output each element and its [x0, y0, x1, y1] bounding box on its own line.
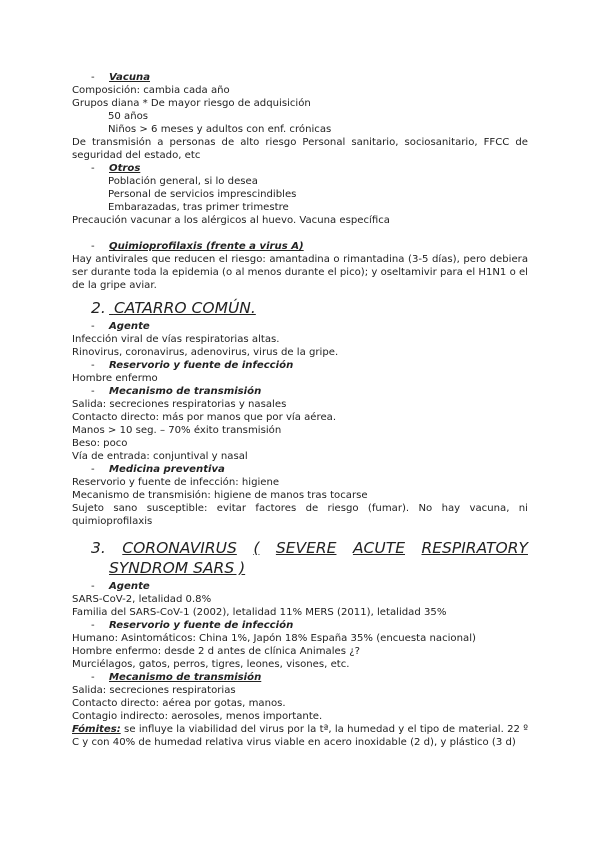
fomites-label: Fómites: — [72, 724, 121, 735]
corona-agente-heading-row: - Agente — [91, 581, 150, 592]
corona-mecanismo-line: Contacto directo: aérea por gotas, manos. — [72, 698, 286, 709]
corona-fomites-paragraph: Fómites: se influye la viabilidad del virus por la tª, la humedad y el tipo de material. 22 º C y con 40% de humedad relativa virus viable en acero inoxidable (2 d), y plástico (3 d) — [72, 724, 528, 748]
corona-reservorio-line: Murciélagos, gatos, perros, tigres, leones, visones, etc. — [72, 659, 350, 670]
precaucion-text: Precaución vacunar a los alérgicos al huevo. Vacuna específica — [72, 215, 390, 226]
grupos-text: Grupos diana * De mayor riesgo de adquisición — [72, 98, 311, 109]
catarro-medicina-line: Mecanismo de transmisión: higiene de manos tras tocarse — [72, 490, 368, 501]
catarro-sujeto-text: Sujeto sano susceptible: evitar factores de riesgo (fumar). No hay vacuna, ni quimioprofilaxis — [72, 503, 528, 527]
catarro-agente-line: Rinovirus, coronavirus, adenovirus, virus de la gripe. — [72, 347, 339, 358]
vacuna-heading: Vacuna — [109, 72, 151, 83]
corona-reservorio-line: Humano: Asintomáticos: China 1%, Japón 18% España 35% (encuesta nacional) — [72, 633, 476, 644]
otros-heading: Otros — [109, 163, 141, 174]
catarro-medicina-line: Reservorio y fuente de infección: higiene — [72, 477, 280, 488]
catarro-agente-heading-row: - Agente — [91, 321, 150, 332]
catarro-mecanismo-line: Vía de entrada: conjuntival y nasal — [72, 451, 248, 462]
catarro-medicina-heading-row: - Medicina preventiva — [91, 464, 225, 475]
catarro-mecanismo-heading-row: - Mecanismo de transmisión — [91, 386, 262, 397]
vacuna-heading-row: - Vacuna — [91, 72, 151, 83]
quimio-text: Hay antivirales que reducen el riesgo: amantadina o rimantadina (3-5 días), pero debiera ser durante toda la epidemia (o al menos durante el pico); y oseltamivir para el H1N1 o el de la gripe aviar. — [72, 254, 528, 291]
transmision-text: De transmisión a personas de alto riesgo Personal sanitario, sociosanitario, FFCC de seguridad del estado, etc — [72, 137, 528, 161]
corona-mecanismo-line: Salida: secreciones respiratorias — [72, 685, 236, 696]
catarro-mecanismo-line: Manos > 10 seg. – 70% éxito transmisión — [72, 425, 282, 436]
catarro-title: 2. CATARRO COMÚN. — [91, 299, 256, 317]
catarro-agente-line: Infección viral de vías respiratorias altas. — [72, 334, 280, 345]
catarro-mecanismo-line: Contacto directo: más por manos que por vía aérea. — [72, 412, 337, 423]
catarro-reservorio-line: Hombre enfermo — [72, 373, 158, 384]
quimio-heading-row: - Quimioprofilaxis (frente a virus A) — [91, 241, 304, 252]
catarro-mecanismo-line: Beso: poco — [72, 438, 128, 449]
document-page — [72, 71, 528, 749]
coronavirus-title: 3. CORONAVIRUS ( SEVERE ACUTE RESPIRATORY SYNDROM SARS ) — [91, 539, 528, 577]
grupos-item: 50 años — [108, 111, 149, 122]
otros-item: Personal de servicios imprescindibles — [108, 189, 297, 200]
corona-reservorio-line: Hombre enfermo: desde 2 d antes de clínica Animales ¿? — [72, 646, 360, 657]
grupos-item: Niños > 6 meses y adultos con enf. crónicas — [108, 124, 332, 135]
corona-agente-line: Familia del SARS-CoV-1 (2002), letalidad 11% MERS (2011), letalidad 35% — [72, 607, 447, 618]
corona-mecanismo-line: Contagio indirecto: aerosoles, menos importante. — [72, 711, 323, 722]
corona-agente-line: SARS-CoV-2, letalidad 0.8% — [72, 594, 212, 605]
otros-heading-row: - Otros — [91, 163, 141, 174]
otros-item: Población general, si lo desea — [108, 176, 258, 187]
corona-reservorio-heading-row: - Reservorio y fuente de infección — [91, 620, 294, 631]
otros-item: Embarazadas, tras primer trimestre — [108, 202, 289, 213]
catarro-mecanismo-line: Salida: secreciones respiratorias y nasales — [72, 399, 287, 410]
quimio-heading: Quimioprofilaxis (frente a virus A) — [109, 241, 304, 252]
corona-mecanismo-heading-row: - Mecanismo de transmisión — [91, 672, 262, 683]
catarro-reservorio-heading-row: - Reservorio y fuente de infección — [91, 360, 294, 371]
composicion-text: Composición: cambia cada año — [72, 85, 230, 96]
